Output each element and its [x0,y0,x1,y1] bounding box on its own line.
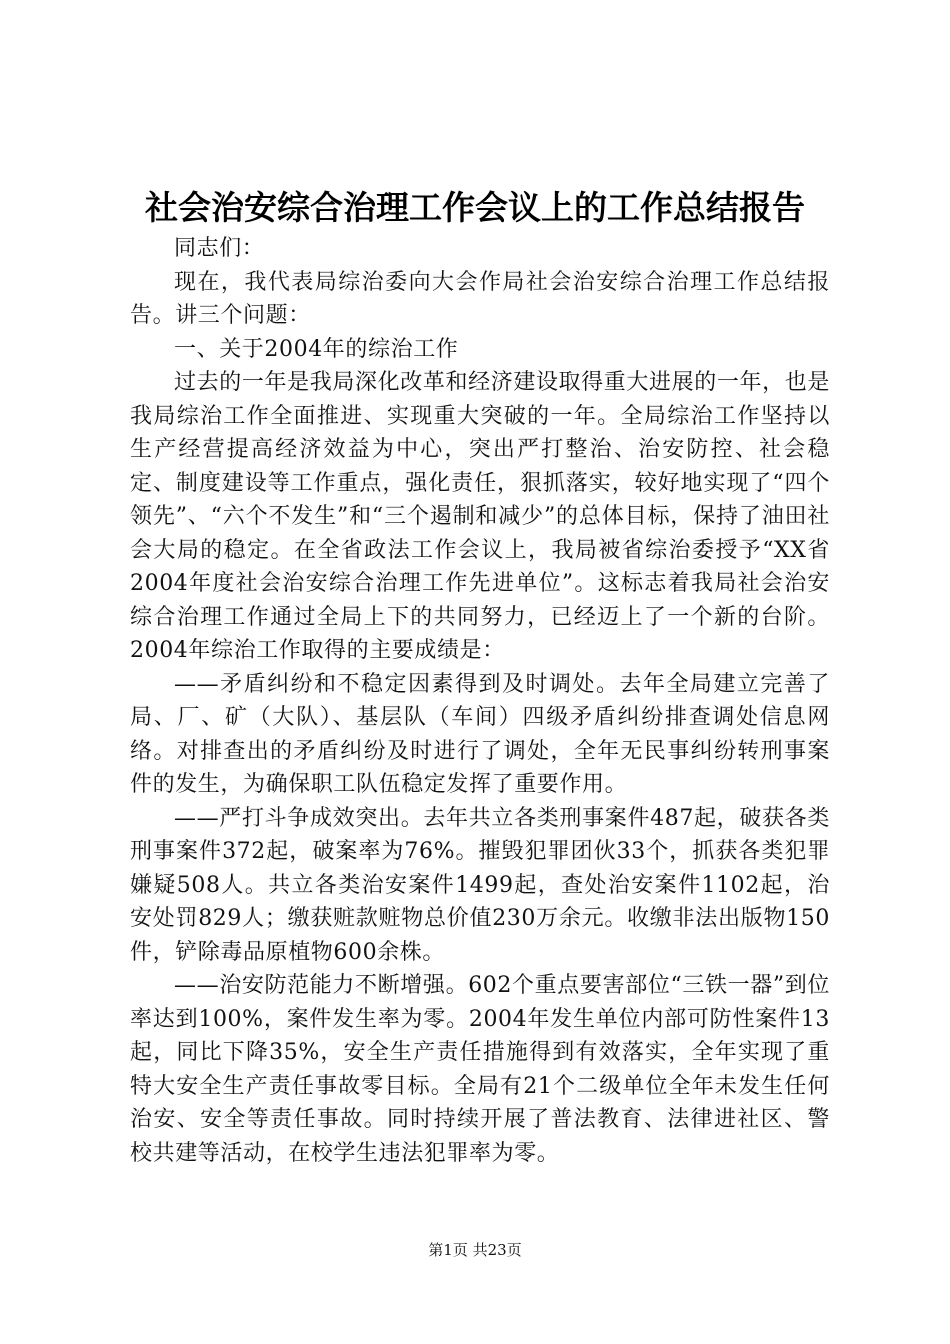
section-heading: 一、关于2004年的综治工作 [174,336,459,362]
salutation-paragraph: 同志们： [174,236,265,261]
page-number-footer: 第1页 共23页 [428,1241,522,1259]
intro-paragraph: 现在，我代表局综治委向大会作局社会治安综合治理工作总结报告。讲三个问题： [130,269,830,328]
body-paragraph: ——矛盾纠纷和不稳定因素得到及时调处。去年全局建立完善了局、厂、矿（大队）、基层队（车间）四级矛盾纠纷排查调处信息网络。对排查出的矛盾纠纷及时进行了调处，全年无民事纠纷转刑事案件的发生，为确保职工队伍稳定发挥了重要作用。 [130,671,830,797]
document-title: 社会治安综合治理工作会议上的工作总结报告 [145,188,805,227]
body-paragraph: 过去的一年是我局深化改革和经济建设取得重大进展的一年，也是我局综治工作全面推进、实现重大突破的一年。全局综治工作坚持以生产经营提高经济效益为中心，突出严打整治、治安防控、社会稳定、制度建设等工作重点，强化责任，狠抓落实，较好地实现了“四个领先”、“六个不发生”和“三个遏制和减少”的总体目标，保持了油田社会大局的稳定。在全省政法工作会议上，我局被省综治委授予“XX省2004年度社会治安综合治理工作先进单位”。这标志着我局社会治安综合治理工作通过全局上下的共同努力，已经迈上了一个新的台阶。2004年综治工作取得的主要成绩是： [130,370,830,663]
document-body [130,232,830,1170]
body-paragraph: ——严打斗争成效突出。去年共立各类刑事案件487起，破获各类刑事案件372起，破案率为76%。摧毁犯罪团伙33个，抓获各类犯罪嫌疑508人。共立各类治安案件1499起，查处治安案件1102起，治安处罚829人；缴获赃款赃物总价值230万余元。收缴非法出版物150件，铲除毒品原植物600余株。 [130,805,830,965]
body-paragraph: ——治安防范能力不断增强。602个重点要害部位“三铁一器”到位率达到100%，案件发生率为零。2004年发生单位内部可防性案件13起，同比下降35%，安全生产责任措施得到有效落实，全年实现了重特大安全生产责任事故零目标。全局有21个二级单位全年未发生任何治安、安全等责任事故。同时持续开展了普法教育、法律进社区、警校共建等活动，在校学生违法犯罪率为零。 [130,973,830,1166]
